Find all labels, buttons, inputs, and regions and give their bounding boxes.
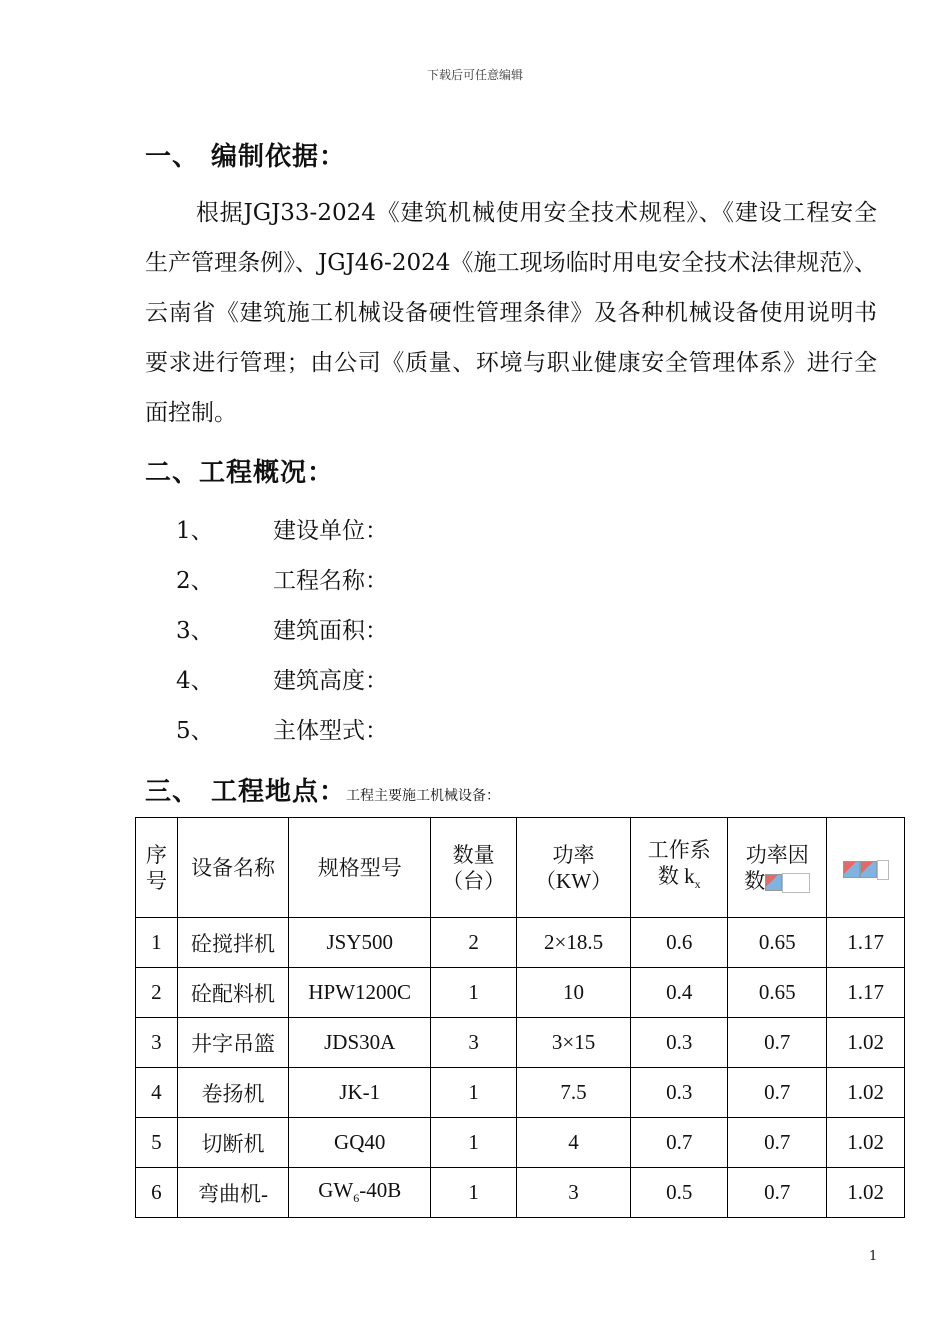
overview-item-number: 4、: [176, 668, 214, 694]
table-cell-kx: 0.4: [631, 968, 728, 1018]
cos-label: 功率因数: [744, 842, 809, 893]
table-cell-model: [289, 1018, 431, 1068]
table-cell-kx: 0.3: [631, 1018, 728, 1068]
page-number: 1: [869, 1249, 878, 1264]
table-cell-kx: 0.5: [631, 1168, 728, 1218]
model-subscript: 6: [353, 1191, 360, 1206]
header-cell-qty: 数量（台）: [431, 818, 517, 918]
table-cell-cos: 0.7: [728, 1168, 827, 1218]
kx-label: 工作系数 k: [647, 838, 711, 889]
broken-image-icon: [765, 874, 782, 891]
table-cell-name: 切断机: [177, 1118, 288, 1168]
overview-item: [176, 562, 388, 595]
table-cell-power: 2×18.5: [517, 918, 631, 968]
table-cell-cos: 0.7: [728, 1118, 827, 1168]
table-cell-model: [289, 1068, 431, 1118]
table-cell-power: 3: [517, 1168, 631, 1218]
overview-item-number: 1、: [176, 518, 214, 544]
section-3-heading: [145, 771, 500, 808]
section-2-heading: [145, 452, 334, 489]
table-cell-qty: 1: [431, 968, 517, 1018]
table-cell-model: [289, 968, 431, 1018]
table-cell-name: 卷扬机: [177, 1068, 288, 1118]
table-cell-tan: 1.02: [827, 1018, 905, 1068]
image-placeholder-icon: [782, 873, 810, 893]
section-2-title: 工程概况：: [199, 458, 335, 488]
table-cell-power: 10: [517, 968, 631, 1018]
overview-item-number: 2、: [176, 568, 214, 594]
section-1-title: 编制依据：: [211, 142, 347, 172]
table-cell-no: 3: [136, 1018, 178, 1068]
table-cell-no: 2: [136, 968, 178, 1018]
table-cell-tan: 1.02: [827, 1118, 905, 1168]
table-cell-cos: 0.65: [728, 968, 827, 1018]
section-3-number: 三、: [145, 777, 200, 807]
table-cell-qty: 1: [431, 1168, 517, 1218]
header-cell-kx: [631, 818, 728, 918]
table-cell-name: 弯曲机-: [177, 1168, 288, 1218]
header-cell-power: 功率（KW）: [517, 818, 631, 918]
overview-item: [176, 612, 388, 645]
table-row: [136, 1168, 905, 1218]
broken-image-icon: [860, 861, 877, 878]
header-cell-model: 规格型号: [289, 818, 431, 918]
model-text: JK-1: [339, 1080, 381, 1104]
overview-item-label: 工程名称：: [273, 568, 388, 594]
image-placeholder-icon: [877, 860, 889, 880]
model-tail: -40B: [359, 1178, 402, 1203]
section-3-subtitle: 工程主要施工机械设备：: [346, 788, 501, 804]
table-cell-qty: 3: [431, 1018, 517, 1068]
overview-item-number: 5、: [176, 718, 214, 744]
table-cell-no: 1: [136, 918, 178, 968]
table-cell-name: 砼配料机: [177, 968, 288, 1018]
table-row: [136, 1118, 905, 1168]
table-row: [136, 1068, 905, 1118]
header-cell-name: 设备名称: [177, 818, 288, 918]
table-cell-tan: 1.02: [827, 1068, 905, 1118]
overview-item: [176, 662, 388, 695]
overview-item-label: 建筑面积：: [273, 618, 388, 644]
table-cell-qty: 1: [431, 1118, 517, 1168]
table-row: [136, 968, 905, 1018]
table-row: [136, 918, 905, 968]
model-text: JSY500: [326, 930, 393, 954]
header-cell-tan: [827, 818, 905, 918]
table-cell-no: 6: [136, 1168, 178, 1218]
table-cell-qty: 2: [431, 918, 517, 968]
table-cell-model: [289, 918, 431, 968]
table-cell-model: [289, 1118, 431, 1168]
header-cell-cos: [728, 818, 827, 918]
overview-item: [176, 512, 388, 545]
table-cell-qty: 1: [431, 1068, 517, 1118]
section-2-number: 二、: [145, 458, 200, 488]
overview-item-number: 3、: [176, 618, 214, 644]
table-cell-power: 3×15: [517, 1018, 631, 1068]
table-cell-power: 7.5: [517, 1068, 631, 1118]
table-cell-power: 4: [517, 1118, 631, 1168]
table-cell-tan: 1.17: [827, 918, 905, 968]
section-1-heading: [145, 136, 346, 173]
model-text: GW: [318, 1178, 354, 1203]
table-cell-name: 砼搅拌机: [177, 918, 288, 968]
table-cell-name: 井字吊篮: [177, 1018, 288, 1068]
table-cell-tan: 1.02: [827, 1168, 905, 1218]
table-header-row: [136, 818, 905, 918]
overview-item: [176, 712, 388, 745]
header-cell-no: 序号: [136, 818, 178, 918]
table-cell-kx: 0.3: [631, 1068, 728, 1118]
table-cell-cos: 0.7: [728, 1068, 827, 1118]
model-text: JDS30A: [324, 1030, 396, 1054]
table-cell-cos: 0.65: [728, 918, 827, 968]
section-1-number: 一、: [145, 142, 200, 172]
overview-item-label: 主体型式：: [273, 718, 388, 744]
table-row: [136, 1018, 905, 1068]
model-text: GQ40: [334, 1130, 386, 1154]
overview-item-label: 建设单位：: [273, 518, 388, 544]
table-cell-model: [289, 1168, 431, 1218]
overview-item-label: 建筑高度：: [273, 668, 388, 694]
table-cell-kx: 0.7: [631, 1118, 728, 1168]
broken-image-icon: [843, 861, 860, 878]
basis-paragraph: [145, 188, 877, 438]
kx-subscript: x: [694, 877, 701, 892]
header-note: 下载后可任意编辑: [426, 68, 523, 82]
table-cell-no: 5: [136, 1118, 178, 1168]
table-cell-no: 4: [136, 1068, 178, 1118]
table-cell-cos: 0.7: [728, 1018, 827, 1068]
basis-paragraph-text: 根据JGJ33-2024《建筑机械使用安全技术规程》、《建设工程安全生产管理条例》、JGJ46-2024《施工现场临时用电安全技术法律规范》、云南省《建筑施工机械设备硬性管理条律》及各种机械设备使用说明书要求进行管理；由公司《质量、环境与职业健康安全管理体系》进行全面控制。: [145, 200, 877, 426]
model-text: HPW1200C: [308, 980, 412, 1004]
equipment-table: [135, 817, 905, 1218]
section-3-title: 工程地点：: [211, 777, 347, 807]
table-cell-tan: 1.17: [827, 968, 905, 1018]
table-cell-kx: 0.6: [631, 918, 728, 968]
